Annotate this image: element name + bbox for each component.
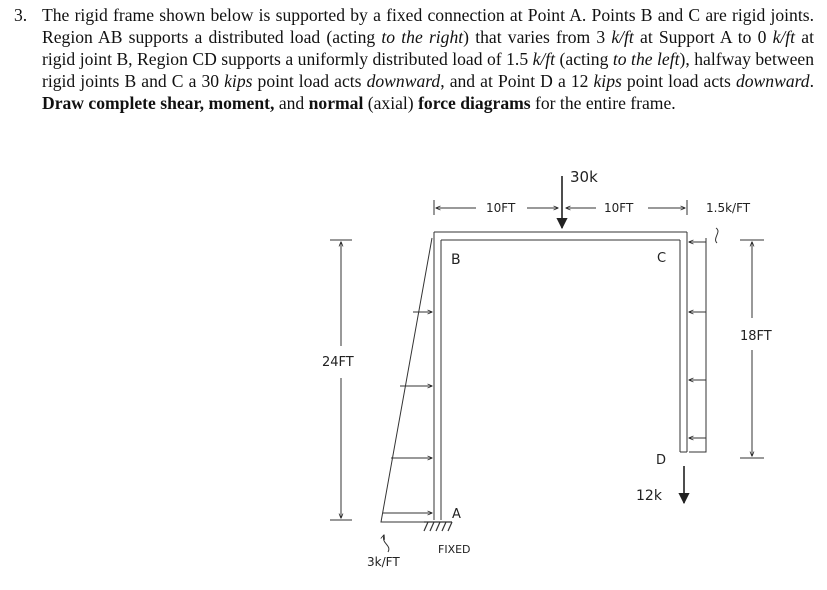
problem-text-segment: point load acts: [621, 71, 736, 91]
problem-text-segment: force diagrams: [418, 93, 531, 113]
label-d: D: [656, 453, 667, 468]
problem-text-segment: (acting: [555, 49, 613, 69]
label-c: C: [657, 251, 667, 266]
problem-text-segment: normal: [308, 93, 364, 113]
label-12k: 12k: [636, 488, 662, 504]
member-cd: [680, 232, 687, 452]
problem-text-segment: k/ft: [772, 27, 796, 47]
problem-text-segment: at rigid joint B, Region CD supports a uniformly distributed load of 1.5: [42, 27, 814, 69]
load-pointer-left: [383, 535, 388, 552]
problem-text-segment: k/ft: [611, 27, 634, 47]
label-a: A: [452, 507, 461, 522]
problem-text-segment: for the entire frame.: [530, 93, 676, 113]
problem-text-segment: downward: [366, 71, 441, 91]
triangular-load: [381, 238, 432, 522]
label-span-right: 10FT: [604, 201, 634, 215]
problem-text-segment: (axial): [363, 93, 419, 113]
label-distributed-right: 1.5k/FT: [706, 201, 751, 215]
problem-text-segment: kips: [224, 71, 253, 91]
problem-text-segment: point load acts: [252, 71, 367, 91]
label-span-left: 10FT: [486, 201, 516, 215]
fixed-support: [424, 522, 452, 531]
label-b: B: [451, 252, 461, 268]
label-30k: 30k: [570, 168, 598, 186]
problem-text-segment: .: [809, 71, 815, 91]
problem-text-segment: ) that varies from 3: [463, 27, 612, 47]
member-bc: [434, 232, 687, 240]
member-ab: [434, 232, 441, 520]
problem-text-segment: at Support A to 0: [633, 27, 773, 47]
load-envelope: [381, 238, 432, 522]
problem-text-segment: to the right: [381, 27, 464, 47]
problem-number: 3.: [14, 5, 28, 25]
label-distributed-left: 3k/FT: [367, 555, 400, 569]
figure-labels: [322, 168, 772, 569]
problem-text-segment: ), halfway between rigid joints B and C a 30: [42, 49, 814, 91]
load-envelope-right: [689, 238, 706, 452]
label-height-right: 18FT: [740, 329, 772, 344]
problem-text-segment: The rigid frame shown below is supported by a fixed connection at Point A. Points B and C are rigid joints. Region AB supports a distributed load (acting: [42, 5, 814, 47]
load-pointer-right: [716, 228, 718, 243]
problem-text-segment: , and at Point D a 12: [440, 71, 594, 91]
problem-text-segment: k/ft: [532, 49, 556, 69]
label-fixed: FIXED: [438, 543, 471, 556]
uniform-load: [689, 238, 706, 452]
problem-text-segment: Draw complete shear, moment,: [42, 93, 275, 113]
frame-members: [434, 232, 687, 520]
label-height-left: 24FT: [322, 355, 354, 370]
span-dimensions: [434, 200, 687, 215]
problem-text-segment: and: [274, 93, 309, 113]
problem-text-segment: downward: [735, 71, 810, 91]
problem-text-segment: kips: [593, 71, 622, 91]
problem-text-segment: to the left: [612, 49, 680, 69]
